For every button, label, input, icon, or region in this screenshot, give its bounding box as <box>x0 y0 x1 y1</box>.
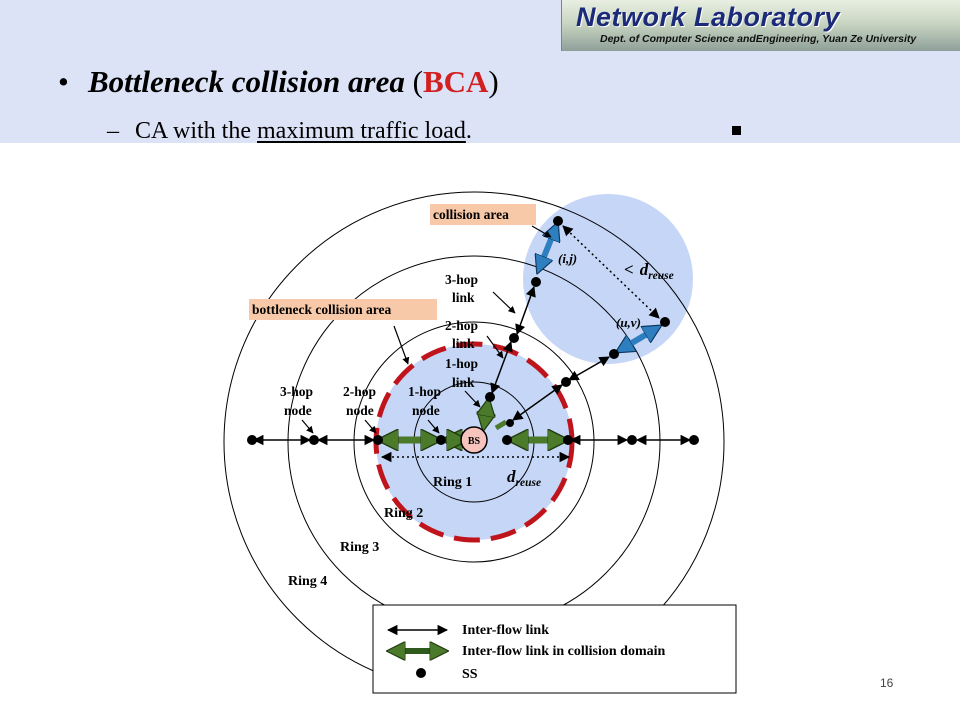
slide-number: 16 <box>880 676 894 690</box>
ss-node <box>660 317 670 327</box>
uv-link-label: (u,v) <box>616 315 641 330</box>
bullet-open-paren: ( <box>404 64 423 99</box>
ss-node <box>373 435 383 445</box>
sub-bullet-highlight: maximum traffic load <box>257 118 466 144</box>
bs-label: BS <box>467 436 481 447</box>
two-hop-node-label-1: 2-hop <box>343 384 377 399</box>
ss-node <box>485 392 495 402</box>
three-hop-link-label-1: 3-hop <box>445 272 479 287</box>
lab-banner-title: Network Laboratory <box>576 2 841 32</box>
sub-bullet-dash: – <box>107 118 119 144</box>
two-hop-link-label-2: link <box>452 336 475 351</box>
dreuse-ca-main: d <box>639 260 649 279</box>
legend-inter-flow-link: Inter-flow link <box>462 623 549 638</box>
ss-node <box>553 216 563 226</box>
two-hop-node-label-2: node <box>346 403 374 418</box>
one-hop-link-label-2: link <box>452 375 475 390</box>
three-hop-node-pointer <box>302 420 313 433</box>
ss-node <box>509 333 519 343</box>
ss-node <box>247 435 257 445</box>
ring-2-label: Ring 2 <box>384 506 424 521</box>
collision-area-label: collision area <box>433 207 509 222</box>
one-hop-link-label-1: 1-hop <box>445 356 479 371</box>
bca-label: bottleneck collision area <box>252 302 392 317</box>
ss-node <box>436 435 446 445</box>
ss-node <box>506 419 514 427</box>
green-link-up <box>484 403 488 426</box>
ring-3-label: Ring 3 <box>340 540 380 555</box>
lab-banner-subtitle: Dept. of Computer Science andEngineering, Yuan Ze University <box>600 33 917 45</box>
ss-node <box>609 349 619 359</box>
three-hop-link-label-2: link <box>452 290 475 305</box>
ss-node <box>627 435 637 445</box>
three-hop-node-label-1: 3-hop <box>280 384 314 399</box>
legend-ss: SS <box>462 667 478 682</box>
ss-node <box>689 435 699 445</box>
dreuse-ring-main: d <box>507 467 516 486</box>
ss-node <box>563 435 573 445</box>
ss-node <box>531 277 541 287</box>
three-hop-node-label-2: node <box>284 403 312 418</box>
ij-link-label: (i,j) <box>558 251 578 266</box>
bullet-abbr: BCA <box>422 64 489 99</box>
two-hop-link-label-1: 2-hop <box>445 318 479 333</box>
ss-node <box>502 435 512 445</box>
sub-bullet-lead: CA with the <box>135 118 258 144</box>
dreuse-ca-lt: < <box>624 260 634 279</box>
bullet-title: Bottleneck collision area <box>88 64 405 99</box>
dreuse-ring-sub: reuse <box>515 477 542 489</box>
legend-ss-sample <box>416 668 426 678</box>
bca-pointer <box>394 326 408 364</box>
ss-node <box>561 377 571 387</box>
one-hop-node-label-1: 1-hop <box>408 384 442 399</box>
dreuse-ca-sub: reuse <box>648 270 674 282</box>
two-hop-node-pointer <box>365 420 376 433</box>
sub-bullet-tail: . <box>465 118 472 144</box>
ring-4-label: Ring 4 <box>288 574 328 589</box>
bullet-close-paren: ) <box>488 64 499 99</box>
bullet-symbol: • <box>58 64 69 99</box>
legend-inter-flow-link-cd: Inter-flow link in collision domain <box>462 644 666 659</box>
ring-1-label: Ring 1 <box>433 475 473 490</box>
ss-node <box>309 435 319 445</box>
three-hop-link-pointer <box>493 292 515 313</box>
one-hop-node-label-2: node <box>412 403 440 418</box>
